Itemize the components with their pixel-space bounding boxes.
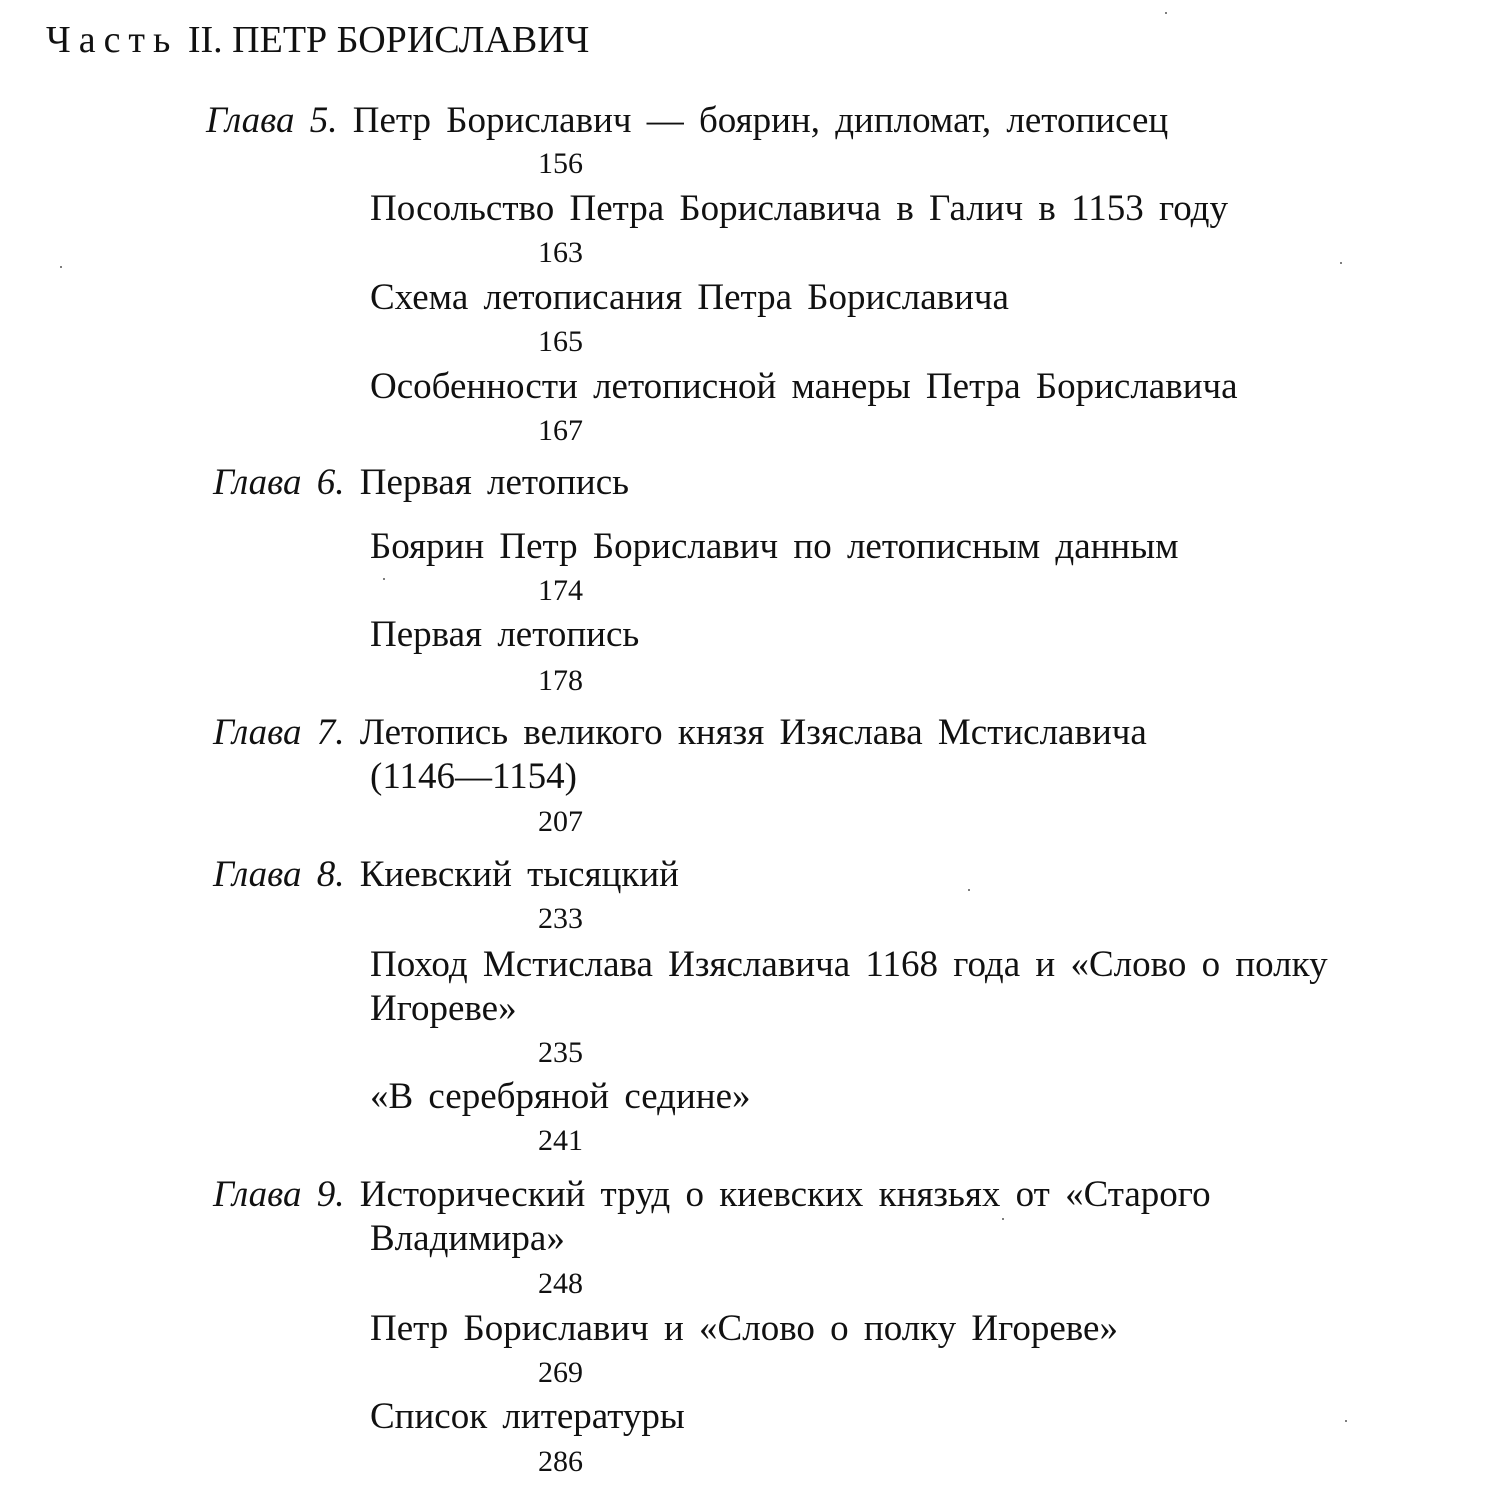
section-title-continued: Игореве» xyxy=(370,988,517,1029)
scan-speck xyxy=(968,889,970,891)
chapter-7-title xyxy=(213,712,1147,754)
chapter-label: Глава 7. xyxy=(213,712,345,753)
scan-speck xyxy=(1165,12,1167,14)
chapter-text-continued: Владимира» xyxy=(370,1218,565,1259)
section-title: Посольство Петра Бориславича в Галич в 1153 году xyxy=(370,188,1228,229)
section-title: Поход Мстислава Изяславича 1168 года и «Слово о полку xyxy=(370,944,1328,985)
scan-speck xyxy=(383,578,385,580)
chapter-text-continued: (1146—1154) xyxy=(370,756,577,797)
page-number: 286 xyxy=(538,1445,583,1478)
section-title: Список литературы xyxy=(370,1396,685,1437)
chapter-label: Глава 6. xyxy=(213,462,345,503)
section-title: Особенности летописной манеры Петра Бориславича xyxy=(370,366,1238,407)
section-title: Петр Бориславич и «Слово о полку Игореве» xyxy=(370,1308,1118,1349)
section-title: Первая летопись xyxy=(370,614,640,655)
part-title-text: II. ПЕТР БОРИСЛАВИЧ xyxy=(187,19,590,61)
page-number: 163 xyxy=(538,236,583,269)
chapter-9-title xyxy=(213,1174,1211,1216)
chapter-text: Исторический труд о киевских князьях от «Старого xyxy=(359,1174,1211,1215)
section-title: «В серебряной седине» xyxy=(370,1076,751,1117)
chapter-label: Глава 8. xyxy=(213,854,345,895)
scan-speck xyxy=(60,266,62,268)
chapter-8-title xyxy=(213,854,679,896)
page-number: 248 xyxy=(538,1267,583,1300)
chapter-5-title xyxy=(206,100,1168,142)
scan-speck xyxy=(1340,262,1342,264)
page-number: 235 xyxy=(538,1036,583,1069)
chapter-label: Глава 5. xyxy=(206,100,338,141)
chapter-label: Глава 9. xyxy=(213,1174,345,1215)
scan-speck xyxy=(1345,1420,1347,1422)
scan-speck xyxy=(1002,1218,1004,1220)
chapter-text: Киевский тысяцкий xyxy=(359,854,679,895)
page-number: 165 xyxy=(538,325,583,358)
page-number: 269 xyxy=(538,1356,583,1389)
chapter-text: Петр Бориславич — боярин, дипломат, летописец xyxy=(352,100,1169,141)
page-number: 156 xyxy=(538,147,583,180)
chapter-text: Летопись великого князя Изяслава Мстиславича xyxy=(359,712,1147,753)
page-number: 178 xyxy=(538,664,583,697)
page-number: 241 xyxy=(538,1124,583,1157)
chapter-text: Первая летопись xyxy=(359,462,630,503)
page-number: 167 xyxy=(538,414,583,447)
page-number: 174 xyxy=(538,574,583,607)
part-heading xyxy=(46,18,589,62)
part-label: Часть xyxy=(46,19,179,61)
section-title: Боярин Петр Бориславич по летописным данным xyxy=(370,526,1179,567)
page-number: 207 xyxy=(538,805,583,838)
section-title: Схема летописания Петра Бориславича xyxy=(370,277,1009,318)
chapter-6-title xyxy=(213,462,629,504)
page-number: 233 xyxy=(538,902,583,935)
